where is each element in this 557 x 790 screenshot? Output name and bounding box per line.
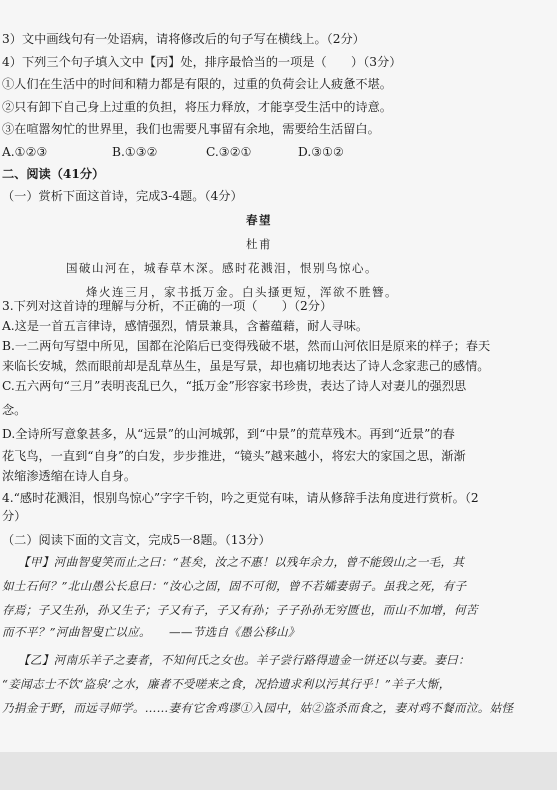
- q4-sentence-1: ①人们在生活中的时间和精力都是有限的，过重的负荷会让人疲惫不堪。: [2, 77, 392, 91]
- q4-stem: 4）下列三个句子填入文中【丙】处，排序最恰当的一项是（ ）（3分）: [2, 55, 402, 69]
- yi-line-1: 【乙】河南乐羊子之妻者，不知何氏之女也。羊子尝行路得遗金一饼还以与妻。妻曰：: [18, 653, 470, 667]
- jia-line-1: 【甲】河曲智叟笑而止之曰：“甚矣，汝之不惠！以残年余力，曾不能毁山之一毛，其: [18, 555, 465, 569]
- section-reading-heading: 二、阅读（41分）: [2, 167, 105, 181]
- jia-line-3: 存焉；子又生孙，孙又生子；子又有子，子又有孙；子子孙孙无穷匮也，而山不加增，何苦: [2, 603, 478, 617]
- part2-heading: （二）阅读下面的文言文，完成5一8题。（13分）: [2, 533, 271, 547]
- yi-line-3: 乃捐金于野，而远寻师学。……妻有它舍鸡谬①入园中，姑②盗杀而食之，妻对鸡不餐而泣。姑怪: [2, 701, 514, 715]
- q3-stem: 3）文中画线句有一处语病，请将修改后的句子写在横线上。（2分）: [2, 32, 365, 46]
- q4-option-a: A.①②③: [2, 145, 48, 159]
- part1-heading: （一）赏析下面这首诗，完成3-4题。（4分）: [2, 189, 243, 203]
- jia-line-4: 而不平？”河曲智叟亡以应。 ——节选自《愚公移山》: [2, 625, 300, 639]
- q3-option-d-line2: 花飞鸟，一直到“自身”的白发，步步推进，“镜头”越来越小，将宏大的家国之思，渐渐: [2, 449, 466, 463]
- q4-option-c: C.③②①: [206, 145, 252, 159]
- q3-option-d-line1: D.全诗所写意象甚多，从“远景”的山河城郭，到“中景”的荒草残木。再到“近景”的春: [2, 427, 455, 441]
- q3-option-c-line1: C.五六两句“三月”表明丧乱已久，“抵万金”形容家书珍贵，表达了诗人对妻儿的强烈思: [2, 379, 467, 393]
- q4-poem-stem: 4.“感时花溅泪，恨别鸟惊心”字字千钧，吟之更觉有味，请从修辞手法角度进行赏析。（2: [2, 491, 479, 505]
- poem-author: 杜甫: [246, 237, 272, 251]
- poem-line-1: 国破山河在，城春草木深。感时花溅泪，恨别鸟惊心。: [66, 261, 378, 275]
- q4-poem-stem-cont: 分）: [2, 509, 27, 523]
- q4-option-b: B.①③②: [112, 145, 158, 159]
- poem-line-2: 烽火连三月，家书抵万金。白头搔更短，浑欲不胜簪。: [86, 285, 398, 299]
- q3-option-b-line2: 来临长安城，然而眼前却是乱草丛生，虽是写景，却也痛切地表达了诗人念家悲己的感情。: [2, 359, 490, 373]
- jia-line-2: 如土石何？”北山愚公长息曰：“汝心之固，固不可彻，曾不若孀妻弱子。虽我之死，有子: [2, 579, 467, 593]
- q3-option-b-line1: B.一二两句写望中所见，国都在沦陷后已变得残破不堪，然而山河依旧是原来的样子；春天: [2, 339, 491, 353]
- q4-sentence-3: ③在喧嚣匆忙的世界里，我们也需要凡事留有余地，需要给生活留白。: [2, 122, 380, 136]
- q3-option-a: A.这是一首五言律诗，感情强烈，情景兼具，含蓄蕴藉，耐人寻味。: [2, 319, 369, 333]
- q3-poem-stem: 3.下列对这首诗的理解与分析，不正确的一项（ ）（2分）: [2, 299, 333, 313]
- yi-line-2: “妾闻志士不饮‘盗泉’之水，廉者不受嗟来之食，况拾遗求利以污其行乎！”羊子大惭，: [2, 677, 451, 691]
- q4-sentence-2: ②只有卸下自己身上过重的负担，将压力释放，才能享受生活中的诗意。: [2, 100, 392, 114]
- bottom-margin: [0, 752, 557, 790]
- q4-option-d: D.③①②: [298, 145, 344, 159]
- q3-option-d-line3: 浓缩渗透缩在诗人自身。: [2, 469, 137, 483]
- q3-option-c-line2: 念。: [2, 403, 27, 417]
- poem-title: 春望: [246, 213, 272, 227]
